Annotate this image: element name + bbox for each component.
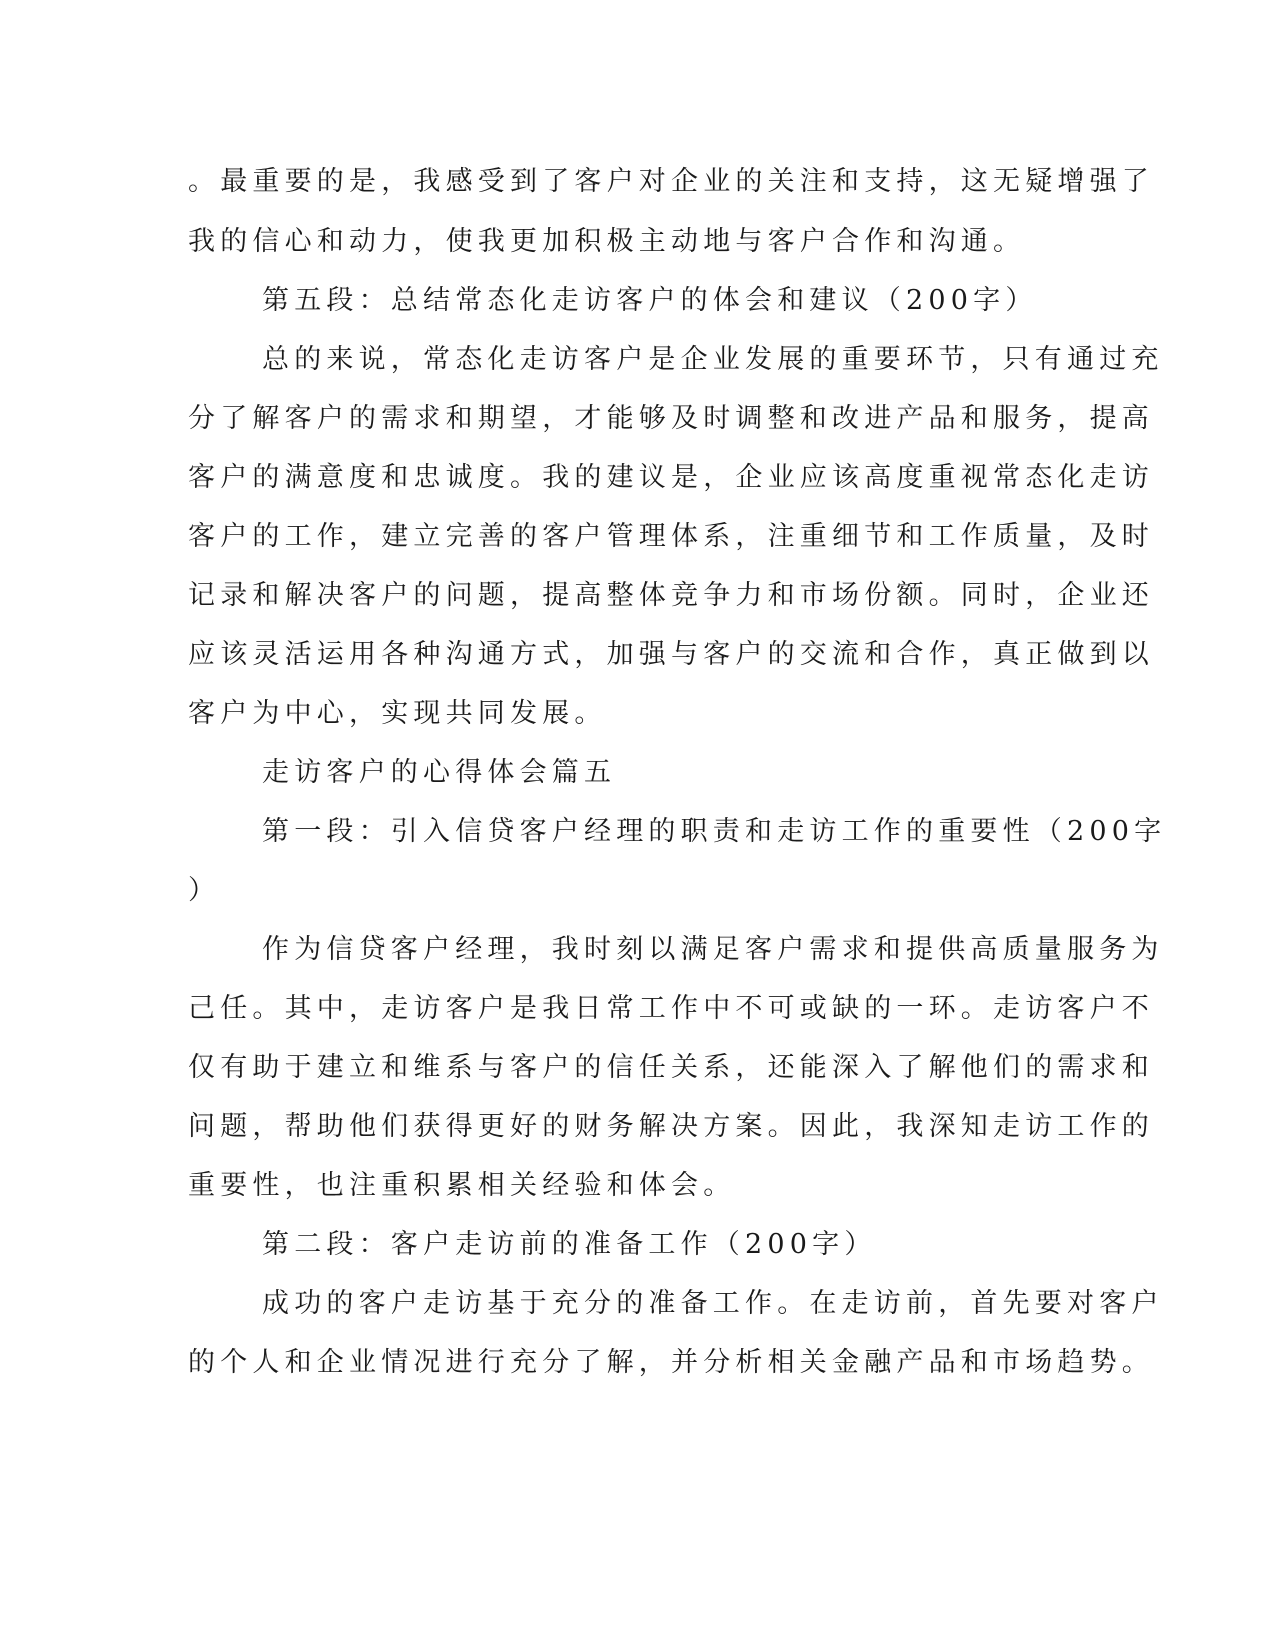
- text-line: 客户的满意度和忠诚度。我的建议是，企业应该高度重视常态化走访: [188, 462, 1154, 493]
- text-line: 我的信心和动力，使我更加积极主动地与客户合作和沟通。: [188, 226, 1026, 257]
- text-line: 客户为中心，实现共同发展。: [188, 698, 607, 729]
- text-line: 作为信贷客户经理，我时刻以满足客户需求和提供高质量服务为: [262, 934, 1164, 965]
- section-heading: 第二段：客户走访前的准备工作（200字）: [262, 1229, 877, 1260]
- text-line: 分了解客户的需求和期望，才能够及时调整和改进产品和服务，提高: [188, 403, 1154, 434]
- text-line: 客户的工作，建立完善的客户管理体系，注重细节和工作质量，及时: [188, 521, 1154, 552]
- text-line: 记录和解决客户的问题，提高整体竞争力和市场份额。同时，企业还: [188, 580, 1154, 611]
- text-line: 应该灵活运用各种沟通方式，加强与客户的交流和合作，真正做到以: [188, 639, 1154, 670]
- text-line: 问题，帮助他们获得更好的财务解决方案。因此，我深知走访工作的: [188, 1111, 1154, 1142]
- text-line: ）: [188, 875, 221, 906]
- text-line: 仅有助于建立和维系与客户的信任关系，还能深入了解他们的需求和: [188, 1052, 1154, 1083]
- text-line: 的个人和企业情况进行充分了解，并分析相关金融产品和市场趋势。: [188, 1347, 1154, 1378]
- chapter-title: 走访客户的心得体会篇五: [262, 757, 617, 788]
- text-line: 成功的客户走访基于充分的准备工作。在走访前，首先要对客户: [262, 1288, 1164, 1319]
- text-line: 总的来说，常态化走访客户是企业发展的重要环节，只有通过充: [262, 344, 1164, 375]
- text-line: 。最重要的是，我感受到了客户对企业的关注和支持，这无疑增强了: [188, 166, 1154, 197]
- section-heading: 第五段：总结常态化走访客户的体会和建议（200字）: [262, 285, 1038, 316]
- section-heading: 第一段：引入信贷客户经理的职责和走访工作的重要性（200字: [262, 816, 1167, 847]
- text-line: 己任。其中，走访客户是我日常工作中不可或缺的一环。走访客户不: [188, 993, 1154, 1024]
- text-line: 重要性，也注重积累相关经验和体会。: [188, 1170, 736, 1201]
